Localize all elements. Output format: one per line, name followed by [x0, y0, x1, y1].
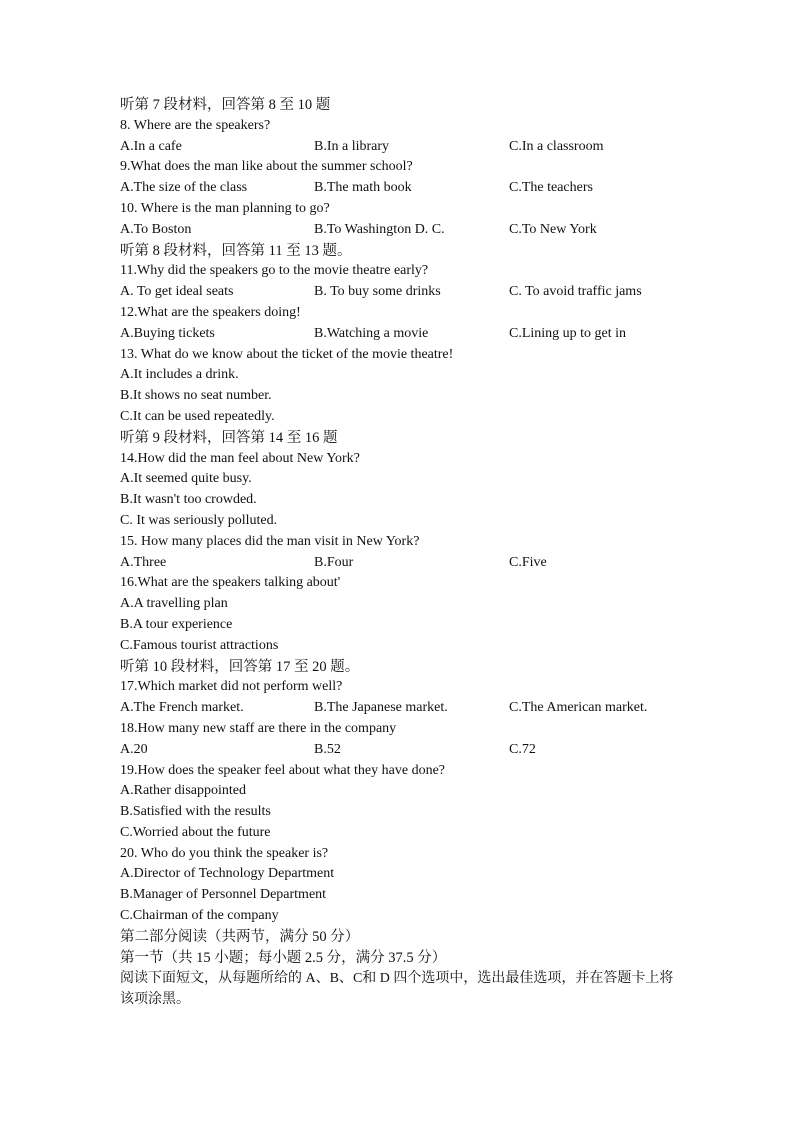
option-c: C.72	[509, 741, 536, 757]
option-a: A.Buying tickets	[120, 325, 215, 341]
option-b: B.It wasn't too crowded.	[120, 492, 257, 508]
option-c: C.Chairman of the company	[120, 908, 279, 924]
section-heading: 听第 7 段材料，回答第 8 至 10 题	[120, 97, 331, 113]
option-c: C.The American market.	[509, 700, 648, 716]
option-c: C.It can be used repeatedly.	[120, 408, 275, 424]
question-text: 13. What do we know about the ticket of the movie theatre!	[120, 346, 454, 362]
question-text: 10. Where is the man planning to go?	[120, 200, 330, 216]
option-c: C.Worried about the future	[120, 824, 271, 840]
option-a: A.Director of Technology Department	[120, 866, 335, 882]
section-heading: 听第 10 段材料，回答第 17 至 20 题。	[120, 658, 360, 675]
option-row	[120, 740, 690, 761]
section-heading: 第二部分阅读（共两节，满分 50 分）	[120, 928, 360, 945]
option-row	[120, 137, 690, 158]
question-text: 20. Who do you think the speaker is?	[120, 845, 329, 861]
option-a: A.To Boston	[120, 221, 192, 237]
option-c: C.In a classroom	[509, 138, 604, 154]
option-b: B.The Japanese market.	[314, 700, 448, 716]
listening-reading-section	[120, 95, 690, 1010]
question-text: 19.How does the speaker feel about what they have done?	[120, 762, 445, 778]
option-b: B.It shows no seat number.	[120, 388, 272, 404]
option-c: C.Five	[509, 554, 547, 570]
option-row	[120, 553, 690, 574]
option-row	[120, 220, 690, 241]
question-text: 16.What are the speakers talking about'	[120, 575, 341, 591]
section-heading: 听第 8 段材料，回答第 11 至 13 题。	[120, 242, 352, 259]
option-b: B.The math book	[314, 180, 412, 196]
section-heading: 第一节（共 15 小题；每小题 2.5 分，满分 37.5 分）	[120, 949, 447, 966]
question-text: 18.How many new staff are there in the company	[120, 720, 397, 736]
option-a: A.In a cafe	[120, 138, 182, 154]
option-row	[120, 324, 690, 345]
option-b: B.In a library	[314, 138, 390, 154]
option-row	[120, 178, 690, 199]
question-text: 8. Where are the speakers?	[120, 117, 271, 133]
option-a: A. To get ideal seats	[120, 284, 234, 300]
question-text: 12.What are the speakers doing!	[120, 304, 301, 320]
question-text: 15. How many places did the man visit in New York?	[120, 533, 420, 549]
option-b: B.To Washington D. C.	[314, 221, 445, 237]
option-a: A.Rather disappointed	[120, 783, 246, 799]
option-a: A.20	[120, 741, 148, 757]
option-c: C.To New York	[509, 221, 597, 237]
option-c: C.Famous tourist attractions	[120, 637, 279, 653]
option-b: B.A tour experience	[120, 616, 233, 632]
option-c: C.Lining up to get in	[509, 325, 627, 341]
option-b: B.Four	[314, 554, 354, 570]
option-a: A.It includes a drink.	[120, 367, 239, 383]
option-a: A.A travelling plan	[120, 596, 228, 612]
option-c: C. To avoid traffic jams	[509, 284, 642, 300]
question-text: 14.How did the man feel about New York?	[120, 450, 360, 466]
section-heading: 听第 9 段材料，回答第 14 至 16 题	[120, 429, 338, 446]
option-row	[120, 698, 690, 719]
option-row	[120, 282, 690, 303]
option-a: A.The size of the class	[120, 180, 248, 196]
option-a: A.Three	[120, 554, 167, 570]
option-a: A.It seemed quite busy.	[120, 471, 252, 487]
option-a: A.The French market.	[120, 700, 244, 716]
question-text: 9.What does the man like about the summer school?	[120, 159, 413, 175]
section-instruction: 阅读下面短文，从每题所给的 A、B、C和 D 四个选项中，选出最佳选项，并在答题卡上将该项涂黑。	[120, 971, 674, 1008]
option-b: B.Satisfied with the results	[120, 804, 271, 820]
question-text: 11.Why did the speakers go to the movie theatre early?	[120, 263, 429, 279]
option-b: B.Manager of Personnel Department	[120, 887, 327, 903]
option-b: B.52	[314, 741, 341, 757]
option-c: C.The teachers	[509, 180, 593, 196]
option-b: B. To buy some drinks	[314, 284, 441, 300]
option-c: C. It was seriously polluted.	[120, 512, 278, 528]
question-text: 17.Which market did not perform well?	[120, 679, 343, 695]
option-b: B.Watching a movie	[314, 325, 429, 341]
